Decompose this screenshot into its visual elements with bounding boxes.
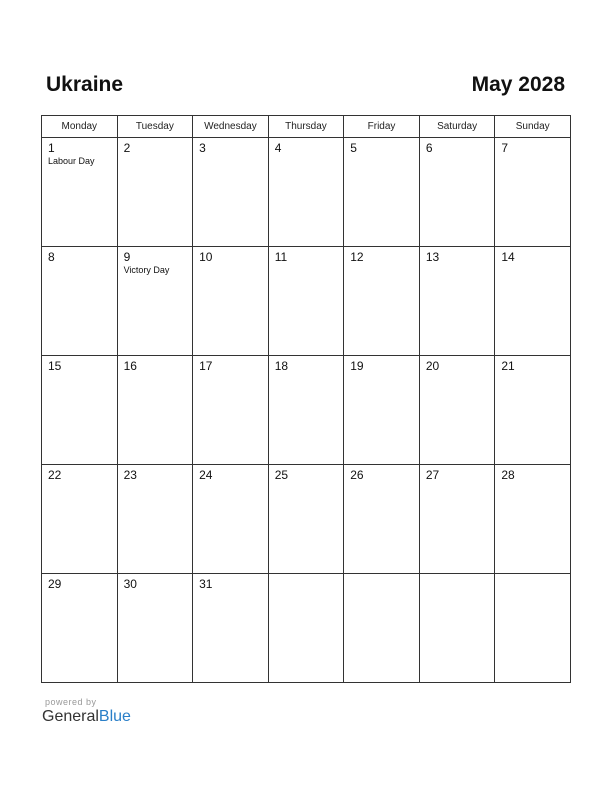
holiday-label: Labour Day (48, 156, 95, 166)
empty-day-cell (419, 574, 495, 683)
day-cell (268, 138, 344, 247)
day-number: 8 (48, 250, 55, 264)
day-number: 24 (199, 468, 213, 482)
day-number: 25 (274, 468, 289, 482)
weekday-monday: Monday (42, 116, 118, 138)
day-cell (42, 247, 118, 356)
month-year-title: May 2028 (471, 73, 565, 96)
week-row (42, 465, 571, 574)
logo-text-general: General (42, 708, 99, 725)
day-cell (193, 138, 269, 247)
generalblue-logo[interactable] (42, 708, 131, 726)
weekday-saturday: Saturday (419, 116, 495, 138)
day-number: 18 (274, 359, 289, 373)
day-number: 17 (199, 359, 213, 373)
weekday-tuesday: Tuesday (117, 116, 193, 138)
day-cell (419, 465, 495, 574)
empty-day-cell (344, 574, 420, 683)
day-number: 12 (350, 250, 364, 264)
calendar-grid (41, 115, 571, 683)
day-number: 26 (350, 468, 364, 482)
weekday-header-row (42, 116, 571, 138)
day-cell (419, 138, 495, 247)
day-cell (117, 356, 193, 465)
day-cell (495, 138, 571, 247)
day-cell (42, 574, 118, 683)
day-cell (495, 356, 571, 465)
day-number: 28 (501, 468, 515, 482)
holiday-label: Victory Day (123, 265, 170, 275)
calendar-header (46, 70, 565, 100)
day-number: 20 (425, 359, 440, 373)
day-number: 29 (48, 577, 62, 591)
day-number: 1 (48, 141, 55, 155)
day-number: 15 (48, 359, 62, 373)
day-cell (344, 247, 420, 356)
day-number: 31 (199, 577, 213, 591)
day-number: 27 (425, 468, 440, 482)
weekday-thursday: Thursday (268, 116, 344, 138)
day-cell (268, 247, 344, 356)
country-title: Ukraine (46, 73, 124, 96)
day-number: 22 (48, 468, 62, 482)
week-row (42, 356, 571, 465)
day-number: 14 (501, 250, 515, 264)
week-row (42, 138, 571, 247)
day-cell (268, 465, 344, 574)
empty-day-cell (268, 574, 344, 683)
day-number: 16 (123, 359, 137, 373)
day-cell (495, 247, 571, 356)
day-number: 3 (199, 141, 206, 155)
day-cell (193, 574, 269, 683)
day-cell (117, 574, 193, 683)
day-cell (193, 465, 269, 574)
day-cell (193, 247, 269, 356)
day-cell (344, 138, 420, 247)
day-cell (117, 138, 193, 247)
day-number: 5 (350, 141, 357, 155)
day-cell (344, 356, 420, 465)
empty-day-cell (495, 574, 571, 683)
day-cell (42, 356, 118, 465)
day-number: 19 (350, 359, 364, 373)
week-row (42, 247, 571, 356)
day-number: 9 (123, 250, 131, 264)
day-cell (268, 356, 344, 465)
weekday-sunday: Sunday (495, 116, 571, 138)
day-number: 11 (274, 250, 288, 264)
day-cell (117, 465, 193, 574)
day-cell (117, 247, 193, 356)
day-number: 4 (274, 141, 282, 155)
day-number: 21 (501, 359, 515, 373)
day-cell (193, 356, 269, 465)
day-cell (42, 138, 118, 247)
day-number: 13 (425, 250, 440, 264)
weekday-friday: Friday (344, 116, 420, 138)
day-cell (419, 356, 495, 465)
day-number: 23 (123, 468, 137, 482)
day-cell (344, 465, 420, 574)
day-cell (495, 465, 571, 574)
day-number: 10 (199, 250, 213, 264)
week-row (42, 574, 571, 683)
logo-text-blue: Blue (98, 708, 131, 725)
powered-by-text: powered by (45, 697, 97, 707)
weekday-wednesday: Wednesday (193, 116, 269, 138)
day-number: 6 (425, 141, 433, 155)
day-number: 7 (501, 141, 509, 155)
day-cell (419, 247, 495, 356)
footer-branding (42, 697, 131, 726)
day-cell (42, 465, 118, 574)
day-number: 30 (123, 577, 137, 591)
day-number: 2 (123, 141, 131, 155)
